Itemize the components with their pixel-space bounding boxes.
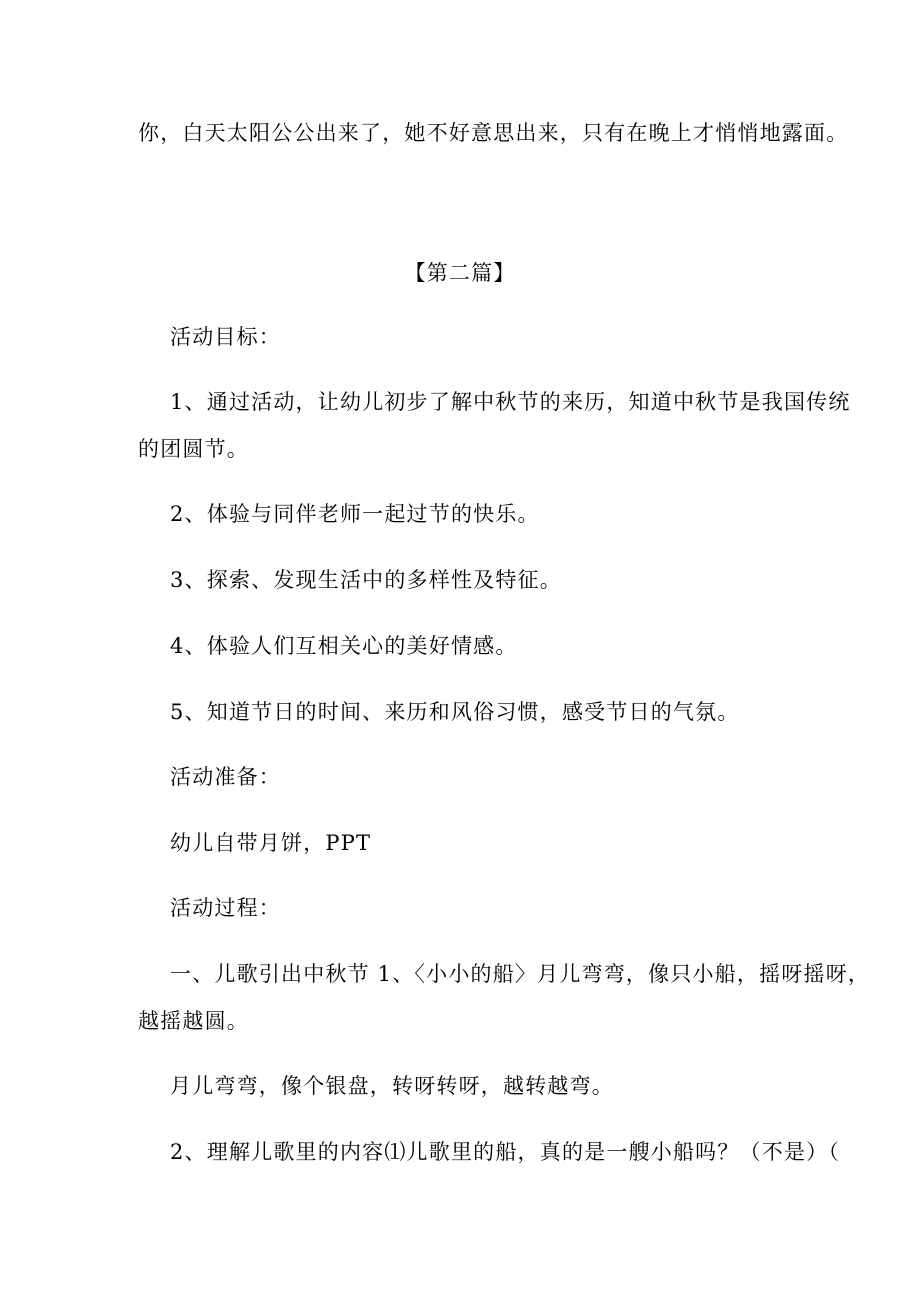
process-item-1: 一、儿歌引出中秋节 1、〈小小的船〉月儿弯弯，像只小船，摇呀摇呀， <box>170 962 871 986</box>
prep-text: 幼儿自带月饼，PPT <box>170 831 372 855</box>
heading-activity-goals: 活动目标： <box>170 325 281 349</box>
goal-item-3: 3、探索、发现生活中的多样性及特征。 <box>170 568 562 592</box>
goal-item-1: 1、通过活动，让幼儿初步了解中秋节的来历，知道中秋节是我国传统 <box>170 390 851 414</box>
process-item-2: 2、理解儿歌里的内容⑴儿歌里的船，真的是一艘小船吗？（不是）（ <box>170 1140 841 1164</box>
rhyme-line: 月儿弯弯，像个银盘，转呀转呀，越转越弯。 <box>170 1074 614 1098</box>
heading-activity-prep: 活动准备： <box>170 765 281 789</box>
goal-item-5: 5、知道节日的时间、来历和风俗习惯，感受节日的气氛。 <box>170 700 740 724</box>
goal-item-1-continued: 的团圆节。 <box>138 437 249 461</box>
heading-activity-process: 活动过程： <box>170 896 281 920</box>
section-title: 【第二篇】 <box>404 261 516 285</box>
goal-item-2: 2、体验与同伴老师一起过节的快乐。 <box>170 502 540 526</box>
process-item-1-continued: 越摇越圆。 <box>138 1009 249 1033</box>
goal-item-4: 4、体验人们互相关心的美好情感。 <box>170 634 518 658</box>
paragraph-line: 你，白天太阳公公出来了，她不好意思出来，只有在晚上才悄悄地露面。 <box>138 121 849 145</box>
